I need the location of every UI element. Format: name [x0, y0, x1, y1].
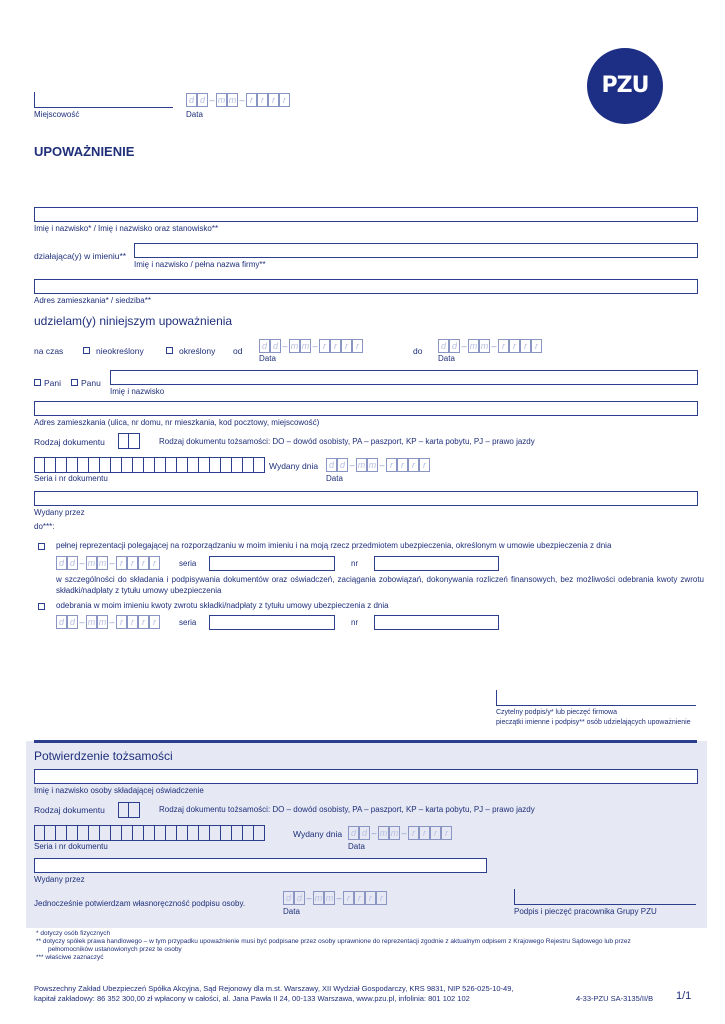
- date-digit-cell[interactable]: m: [469, 341, 478, 351]
- issued-by-field[interactable]: [34, 491, 698, 506]
- date-digit-cell[interactable]: m: [379, 828, 388, 838]
- option1-detail: w szczególności do składania i podpisywania dokumentów oraz oświadczeń, zaciągania zobowiązań, dokonywania rozliczeń finansowych, bez możliwości odebrania kwoty zwrotu składki/nadpłaty z tytułu umowy ubezpieczenia: [56, 575, 704, 595]
- date-digit-cell[interactable]: m: [357, 460, 366, 470]
- date-digit-cell[interactable]: d: [438, 339, 449, 353]
- doc-type-field[interactable]: [118, 433, 140, 449]
- series-number-field[interactable]: [34, 457, 265, 473]
- date-separator: –: [79, 617, 85, 627]
- series-digit-cell[interactable]: [144, 825, 155, 841]
- conf-doc-type-field[interactable]: [118, 802, 140, 818]
- confirmation-heading: Potwierdzenie tożsamości: [34, 749, 173, 763]
- period-label: na czas: [34, 346, 64, 356]
- series-digit-cell[interactable]: [100, 825, 111, 841]
- conf-issued-by-label: Wydany przez: [34, 875, 85, 884]
- date-digit-cell[interactable]: m: [314, 893, 323, 903]
- conf-series-number-label: Seria i nr dokumentu: [34, 842, 108, 851]
- date-separator: –: [371, 828, 377, 838]
- date-digit-cell[interactable]: d: [326, 458, 337, 472]
- date-separator: –: [209, 95, 215, 105]
- series-digit-cell[interactable]: [232, 457, 243, 473]
- series-digit-cell[interactable]: [188, 457, 199, 473]
- place-field-tick: [34, 92, 35, 108]
- series-digit-cell[interactable]: [177, 457, 188, 473]
- date-digit-cell[interactable]: m: [368, 460, 377, 470]
- date-digit-cell[interactable]: m: [390, 828, 399, 838]
- conf-issued-on-date-label: Data: [348, 842, 365, 851]
- series-digit-cell[interactable]: [188, 825, 199, 841]
- authorization-heading: udzielam(y) niniejszym upoważnienia: [34, 314, 233, 328]
- indefinite-checkbox[interactable]: [83, 347, 90, 354]
- series-digit-cell[interactable]: [100, 457, 111, 473]
- place-field[interactable]: [34, 107, 173, 108]
- date-digit-cell[interactable]: r: [149, 615, 160, 629]
- series-digit-cell[interactable]: [122, 457, 133, 473]
- date-digit-cell[interactable]: r: [279, 93, 290, 107]
- series-number-label: Seria i nr dokumentu: [34, 474, 108, 483]
- date-digit-cell[interactable]: r: [365, 891, 376, 905]
- conf-issued-on-label: Wydany dnia: [293, 829, 343, 839]
- date-separator: –: [306, 893, 312, 903]
- conf-issued-on-date-field[interactable]: [348, 826, 452, 840]
- date-digit-cell[interactable]: r: [138, 615, 149, 629]
- date-digit-cell[interactable]: m: [87, 617, 96, 627]
- authorized-address-field[interactable]: [34, 401, 698, 416]
- signature-label-2: pieczątki imienne i podpisy** osób udzielających upoważnienie: [496, 719, 691, 726]
- date-digit-cell[interactable]: d: [449, 339, 460, 353]
- option2-seria-field[interactable]: [209, 615, 335, 630]
- series-digit-cell[interactable]: [210, 457, 221, 473]
- date-digit-cell[interactable]: r: [341, 339, 352, 353]
- series-digit-cell[interactable]: [243, 825, 254, 841]
- series-digit-cell[interactable]: [144, 457, 155, 473]
- series-digit-cell[interactable]: [177, 825, 188, 841]
- grantor-name-label: Imię i nazwisko* / Imię i nazwisko oraz stanowisko**: [34, 224, 219, 233]
- date-digit-cell[interactable]: m: [228, 95, 237, 105]
- footer-company-2: kapitał zakładowy: 86 352 300,00 zł wpłacony w całości, al. Jana Pawła II 24, 00-133 Warszawa, www.pzu.pl, infolinia: 801 102 102: [34, 994, 470, 1003]
- option1-date-field[interactable]: [56, 556, 160, 570]
- issued-on-date-label: Data: [326, 474, 343, 483]
- series-digit-cell[interactable]: [221, 825, 232, 841]
- date-digit-cell[interactable]: r: [116, 556, 127, 570]
- date-digit-cell[interactable]: m: [98, 558, 107, 568]
- mr-checkbox[interactable]: [71, 379, 78, 386]
- page-title: UPOWAŻNIENIE: [34, 144, 135, 159]
- footnote-1: * dotyczy osób fizycznych: [36, 930, 111, 937]
- authorized-address-label: Adres zamieszkania (ulica, nr domu, nr mieszkania, kod pocztowy, miejscowość): [34, 418, 320, 427]
- date-digit-cell[interactable]: r: [376, 891, 387, 905]
- date-digit-cell[interactable]: r: [531, 339, 542, 353]
- series-digit-cell[interactable]: [56, 825, 67, 841]
- authorized-name-field[interactable]: [110, 370, 698, 385]
- form-code: 4-33-PZU SA-3135/II/B: [576, 994, 654, 1003]
- date-digit-cell[interactable]: r: [386, 458, 397, 472]
- series-digit-cell[interactable]: [45, 825, 56, 841]
- series-digit-cell[interactable]: [243, 457, 254, 473]
- series-digit-cell[interactable]: [67, 457, 78, 473]
- date-digit-cell[interactable]: m: [325, 893, 334, 903]
- date-digit-cell[interactable]: m: [98, 617, 107, 627]
- date-separator: –: [336, 893, 342, 903]
- date-digit-cell[interactable]: r: [520, 339, 531, 353]
- option2-nr-field[interactable]: [374, 615, 499, 630]
- date-separator: –: [239, 95, 245, 105]
- conf-issued-by-field[interactable]: [34, 858, 487, 873]
- date-separator: –: [401, 828, 407, 838]
- date-digit-cell[interactable]: r: [509, 339, 520, 353]
- issued-by-label: Wydany przez: [34, 508, 85, 517]
- option1-nr-field[interactable]: [374, 556, 499, 571]
- option2-checkbox[interactable]: [38, 603, 45, 610]
- series-digit-cell[interactable]: [111, 457, 122, 473]
- date-separator: –: [109, 617, 115, 627]
- series-digit-cell[interactable]: [133, 457, 144, 473]
- date-separator: –: [379, 460, 385, 470]
- to-date-field[interactable]: [438, 339, 542, 353]
- confirm-text: Jednocześnie potwierdzam własnoręczność podpisu osoby.: [34, 899, 246, 908]
- series-digit-cell[interactable]: [78, 825, 89, 841]
- date-digit-cell[interactable]: m: [217, 95, 226, 105]
- option1-checkbox[interactable]: [38, 543, 45, 550]
- series-digit-cell[interactable]: [155, 825, 166, 841]
- date-separator: –: [282, 341, 288, 351]
- series-digit-cell[interactable]: [254, 825, 265, 841]
- date-digit-cell[interactable]: d: [186, 93, 197, 107]
- option1-text: pełnej reprezentacji polegającej na rozporządzaniu w moim imieniu i na moją rzecz przedmiotem ubezpieczenia, określonym w umowie ubezpieczenia z dnia: [56, 541, 612, 550]
- header-date-field[interactable]: [186, 93, 290, 107]
- date-digit-cell[interactable]: r: [127, 556, 138, 570]
- page-number: 1/1: [676, 990, 692, 1002]
- date-digit-cell[interactable]: r: [343, 891, 354, 905]
- series-digit-cell[interactable]: [199, 825, 210, 841]
- date-digit-cell[interactable]: r: [352, 339, 363, 353]
- date-digit-cell[interactable]: r: [419, 826, 430, 840]
- date-digit-cell[interactable]: r: [257, 93, 268, 107]
- date-digit-cell[interactable]: d: [359, 826, 370, 840]
- date-separator: –: [461, 341, 467, 351]
- mr-label: Panu: [81, 378, 101, 388]
- date-digit-cell[interactable]: d: [56, 615, 67, 629]
- option2-nr-label: nr: [351, 618, 359, 627]
- date-separator: –: [109, 558, 115, 568]
- date-separator: –: [312, 341, 318, 351]
- date-digit-cell[interactable]: d: [283, 891, 294, 905]
- employee-sign-bracket: [514, 889, 515, 905]
- footnote-2b: pełnomocników ustanowionych przez te osoby: [48, 946, 182, 953]
- series-digit-cell[interactable]: [254, 457, 265, 473]
- grantor-address-field[interactable]: [34, 279, 698, 294]
- series-digit-cell[interactable]: [133, 825, 144, 841]
- grantor-address-label: Adres zamieszkania* / siedziba**: [34, 296, 151, 305]
- date-digit-cell[interactable]: d: [294, 891, 305, 905]
- date-digit-cell[interactable]: r: [354, 891, 365, 905]
- series-digit-cell[interactable]: [122, 825, 133, 841]
- signature-bracket-left: [496, 690, 497, 706]
- date-digit-cell[interactable]: d: [270, 339, 281, 353]
- logo-text: PZU: [601, 73, 649, 98]
- mrs-checkbox[interactable]: [34, 379, 41, 386]
- date-digit-cell[interactable]: r: [498, 339, 509, 353]
- conf-doc-type-label: Rodzaj dokumentu: [34, 805, 105, 815]
- date-digit-cell[interactable]: d: [67, 615, 78, 629]
- date-digit-cell[interactable]: r: [430, 826, 441, 840]
- issued-on-date-field[interactable]: [326, 458, 430, 472]
- series-digit-cell[interactable]: [89, 457, 100, 473]
- date-digit-cell[interactable]: m: [480, 341, 489, 351]
- date-digit-cell[interactable]: r: [419, 458, 430, 472]
- date-digit-cell[interactable]: r: [268, 93, 279, 107]
- date-digit-cell[interactable]: m: [301, 341, 310, 351]
- series-digit-cell[interactable]: [56, 457, 67, 473]
- acting-sub-label: Imię i nazwisko / pełna nazwa firmy**: [134, 260, 266, 269]
- option1-nr-label: nr: [351, 559, 359, 568]
- acting-label: działająca(y) w imieniu**: [34, 251, 127, 261]
- date-separator: –: [491, 341, 497, 351]
- from-label: od: [233, 346, 243, 356]
- date-digit-cell[interactable]: m: [87, 558, 96, 568]
- scope-label: do***:: [34, 522, 55, 531]
- footnote-2: ** dotyczy spółek prawa handlowego – w tym przypadku upoważnienie musi być podpisane przez osoby uprawnione do reprezentacji zgodnie z aktualnym odpisem z Krajowego Rejestru Sądowego lub przez: [36, 938, 631, 945]
- date-digit-cell[interactable]: r: [149, 556, 160, 570]
- date-digit-cell[interactable]: r: [127, 615, 138, 629]
- date-digit-cell[interactable]: r: [116, 615, 127, 629]
- signature-label-1: Czytelny podpis/y* lub pieczęć firmowa: [496, 709, 617, 716]
- series-digit-cell[interactable]: [166, 825, 177, 841]
- definite-checkbox[interactable]: [166, 347, 173, 354]
- signature-field[interactable]: [496, 705, 696, 706]
- series-digit-cell[interactable]: [89, 825, 100, 841]
- series-digit-cell[interactable]: [67, 825, 78, 841]
- series-digit-cell[interactable]: [45, 457, 56, 473]
- conf-series-number-field[interactable]: [34, 825, 265, 841]
- pzu-logo: [587, 48, 663, 124]
- date-digit-cell[interactable]: d: [56, 556, 67, 570]
- doc-type-hint: Rodzaj dokumentu tożsamości: DO – dowód osobisty, PA – paszport, KP – karta pobytu, PJ – prawo jazdy: [159, 437, 535, 446]
- from-date-field[interactable]: [259, 339, 363, 353]
- acting-on-behalf-field[interactable]: [134, 243, 698, 258]
- series-digit-cell[interactable]: [166, 457, 177, 473]
- from-date-label: Data: [259, 354, 276, 363]
- series-digit-cell[interactable]: [199, 457, 210, 473]
- grantor-name-field[interactable]: [34, 207, 698, 222]
- series-digit-cell[interactable]: [111, 825, 122, 841]
- option2-seria-label: seria: [179, 618, 197, 627]
- date-digit-cell[interactable]: r: [138, 556, 149, 570]
- declarant-name-field[interactable]: [34, 769, 698, 784]
- date-digit-cell[interactable]: d: [197, 93, 208, 107]
- footer-company-1: Powszechny Zakład Ubezpieczeń Spółka Akcyjna, Sąd Rejonowy dla m.st. Warszawy, XII Wydział Gospodarczy, KRS 9831, NIP 526-025-10-49,: [34, 984, 514, 993]
- date-digit-cell[interactable]: r: [397, 458, 408, 472]
- authorized-name-label: Imię i nazwisko: [110, 387, 165, 396]
- date-digit-cell[interactable]: r: [330, 339, 341, 353]
- date-digit-cell[interactable]: d: [67, 556, 78, 570]
- mrs-label: Pani: [44, 378, 62, 388]
- date-digit-cell[interactable]: d: [337, 458, 348, 472]
- date-digit-cell[interactable]: d: [348, 826, 359, 840]
- definite-label: określony: [179, 346, 216, 356]
- indefinite-label: nieokreślony: [96, 346, 144, 356]
- date-separator: –: [79, 558, 85, 568]
- option2-date-field[interactable]: [56, 615, 160, 629]
- to-date-label: Data: [438, 354, 455, 363]
- employee-sign-label: Podpis i pieczęć pracownika Grupy PZU: [514, 907, 657, 916]
- to-label: do: [413, 346, 423, 356]
- confirm-date-field[interactable]: [283, 891, 387, 905]
- series-digit-cell[interactable]: [221, 457, 232, 473]
- date-digit-cell[interactable]: r: [319, 339, 330, 353]
- option1-seria-label: seria: [179, 559, 197, 568]
- employee-sign-field[interactable]: [514, 904, 696, 905]
- option1-seria-field[interactable]: [209, 556, 335, 571]
- doc-type-label: Rodzaj dokumentu: [34, 437, 105, 447]
- series-digit-cell[interactable]: [34, 457, 45, 473]
- series-digit-cell[interactable]: [232, 825, 243, 841]
- series-digit-cell[interactable]: [155, 457, 166, 473]
- date-digit-cell[interactable]: d: [259, 339, 270, 353]
- series-digit-cell[interactable]: [34, 825, 45, 841]
- footnote-3: *** właściwe zaznaczyć: [36, 954, 104, 961]
- date-digit-cell[interactable]: r: [441, 826, 452, 840]
- series-digit-cell[interactable]: [78, 457, 89, 473]
- issued-on-label: Wydany dnia: [269, 461, 319, 471]
- declarant-name-label: Imię i nazwisko osoby składającej oświadczenie: [34, 786, 204, 795]
- conf-doc-type-hint: Rodzaj dokumentu tożsamości: DO – dowód osobisty, PA – paszport, KP – karta pobytu, PJ – prawo jazdy: [159, 805, 535, 814]
- header-date-label: Data: [186, 110, 203, 119]
- date-digit-cell[interactable]: r: [246, 93, 257, 107]
- series-digit-cell[interactable]: [210, 825, 221, 841]
- date-digit-cell[interactable]: r: [408, 458, 419, 472]
- place-label: Miejscowość: [34, 110, 80, 119]
- date-digit-cell[interactable]: r: [408, 826, 419, 840]
- date-separator: –: [349, 460, 355, 470]
- date-digit-cell[interactable]: m: [290, 341, 299, 351]
- section-divider: [34, 740, 697, 743]
- option2-text: odebrania w moim imieniu kwoty zwrotu składki/nadpłaty z tytułu umowy ubezpieczenia z dnia: [56, 601, 389, 610]
- confirm-date-label: Data: [283, 907, 300, 916]
